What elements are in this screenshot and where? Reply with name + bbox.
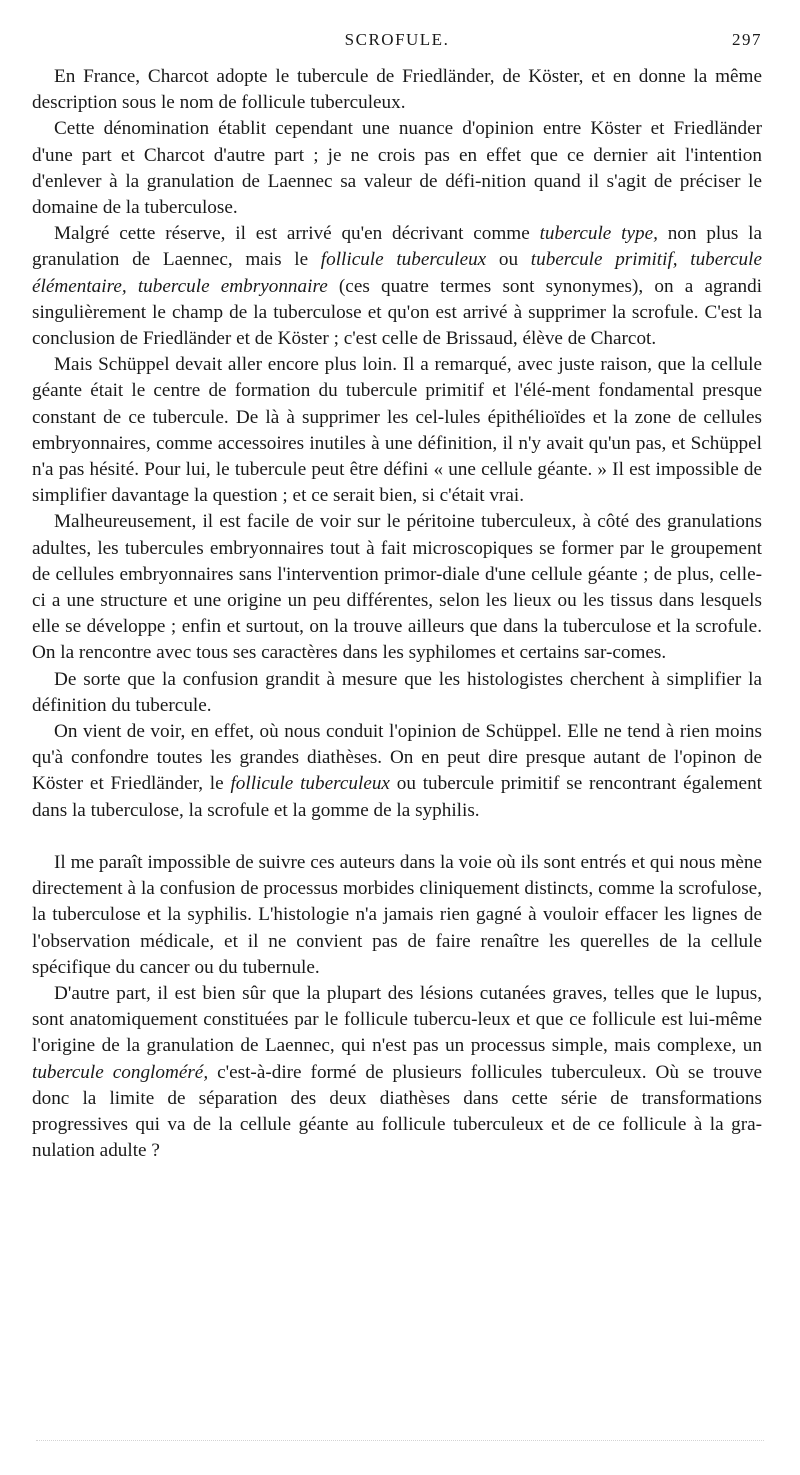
running-title: SCROFULE. [344, 30, 450, 49]
paragraph-schuppel: Mais Schüppel devait aller encore plus loin. Il a remarqué, avec juste raison, que la cellule géante était le centre de formation du tubercule primitif et l'élé-ment fondamental presque constant de ce tubercule. De là à supprimer les cel-lules épithélioïdes et la zone de cellules embryonnaires, comme accessoires inutiles à une définition, il n'y avait qu'un pas, et Schüppel n'a pas hésité. Pour lui, le tubercule peut être défini « une cellule géante. » Il est impossible de simplifier davantage la question ; et ce serait bien, si c'était vrai. [32, 354, 762, 507]
italic-term-follicule-tuberculeux-2: follicule tuberculeux [230, 773, 390, 795]
paragraph-reserve-text-a: Malgré cette réserve, il est arrivé qu'en décrivant comme [54, 223, 540, 245]
paragraph-opinion [32, 719, 762, 824]
paragraph-opinion-text-c: ou tubercule primitif se rencontrant également dans la tuberculose, la scrofule et la gomme de la syphilis. [32, 773, 762, 821]
paragraph-malheureusement: Malheureusement, il est facile de voir sur le péritoine tuberculeux, à côté des granulations adultes, les tubercules embryonnaires tout à fait microscopiques se former par le groupement de cellules embryonnaires sans l'intervention primor-diale d'une cellule géante ; de plus, celle-ci a une structure et une origine un peu différentes, selon les lieux ou les tissus dans lesquels elle se développe ; enfin et surtout, on la trouve ailleurs que dans la tuberculose et la scrofule. On la rencontre avec tous ses caractères dans les syphilomes et certains sar-comes. [32, 511, 762, 664]
paragraph-confusion: De sorte que la confusion grandit à mesure que les histologistes cherchent à simplifier la définition du tubercule. [32, 668, 762, 716]
paragraph-opinion-text-a: On vient de voir, en effet, où nous conduit l'opinion de Schüppel. Elle ne tend à rien moins qu'à confondre toutes les grandes diathèses. On en peut dire presque autant de l'opinon de Köster et Friedländer, le [32, 721, 762, 795]
bottom-rule [36, 1440, 764, 1441]
italic-term-tubercule-type: tubercule type, [539, 223, 658, 245]
paragraph-reserve-text-c: non plus la granulation de Laennec, mais le [32, 223, 762, 271]
body-text [32, 64, 762, 1164]
paragraph-denomination: Cette dénomination établit cependant une nuance d'opinion entre Köster et Friedländer d'une part et Charcot d'autre part ; je ne crois pas en effet que ce dernier ait l'intention d'enlever à la granulation de Laennec sa valeur de défi-nition quand il s'agit de préciser le domaine de la tuberculose. [32, 118, 762, 219]
paragraph-autre-part-text-a: D'autre part, il est bien sûr que la plupart des lésions cutanées graves, telles que le lupus, sont anatomiquement constituées par le follicule tubercu-leux et que ce follicule est lui-même l'origine de la granulation de Laennec, qui n'est pas un processus simple, mais complexe, un [32, 982, 762, 1057]
paragraph-autre-part-text-c: c'est-à-dire formé de plusieurs follicules tuberculeux. Où se trouve donc la limite de séparation des deux diathèses dans cette série de transformations progressives qui va de la cellule géante au follicule tuberculeux et de ce follicule à la gra-nulation adulte ? [32, 1061, 763, 1162]
running-head [32, 30, 762, 54]
paragraph-reserve-text-g: (ces quatre termes sont synonymes), on a agrandi singulièrement le champ de la tuberculose et qu'on est arrivé à supprimer la scrofule. C'est la conclusion de Friedländer et de Köster ; c'est celle de Brissaud, élève de Charcot. [32, 275, 762, 350]
paragraph-autre-part [32, 981, 762, 1164]
paragraph-impossible: Il me paraît impossible de suivre ces auteurs dans la voie où ils sont entrés et qui nous mène directement à la confusion de processus morbides cliniquement distincts, comme la scrofulose, la tuberculose et la syphilis. L'histologie n'a jamais rien gagné à vouloir effacer les lignes de l'observation médicale, et il ne convient pas de faire renaître les querelles de la cellule spécifique du cancer ou du tubernule. [32, 851, 762, 978]
page-number: 297 [732, 30, 762, 49]
italic-term-synonymes: tubercule primitif, tubercule élémentaire, tubercule embryonnaire [32, 249, 762, 297]
italic-term-follicule-tuberculeux: follicule tuberculeux [320, 249, 487, 271]
paragraph-charcot: En France, Charcot adopte le tubercule de Friedländer, de Köster, et en donne la même description sous le nom de follicule tuberculeux. [32, 66, 762, 114]
italic-term-tubercule-conglomere: tubercule congloméré, [32, 1061, 209, 1083]
paragraph-reserve [32, 221, 762, 352]
paragraph-reserve-text-e: ou [486, 249, 531, 271]
